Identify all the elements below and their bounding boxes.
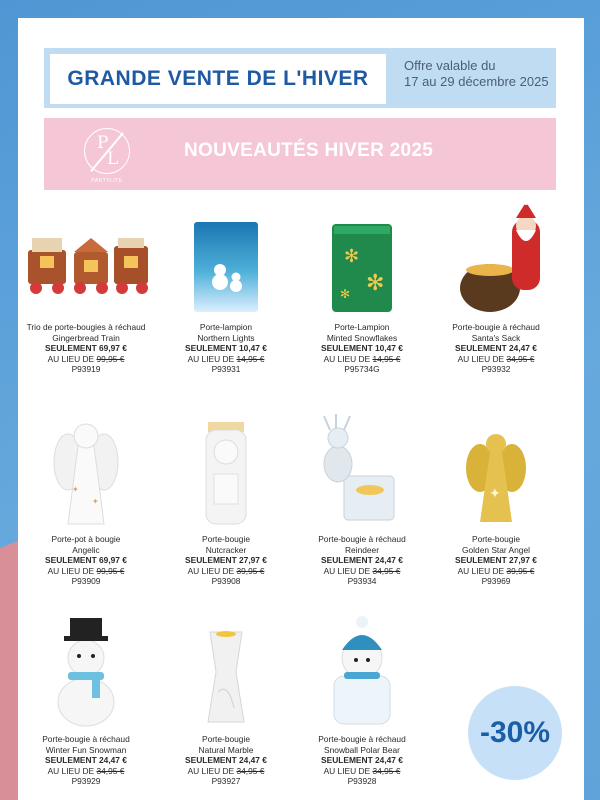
offer-line-1: Offre valable du	[404, 58, 496, 73]
was-prefix: AU LIEU DE	[323, 765, 371, 776]
product-name-line1: Porte-pot à bougie	[51, 534, 121, 544]
svg-text:✦: ✦	[92, 497, 99, 506]
svg-text:✦: ✦	[72, 485, 79, 494]
minted-snowflakes-image	[294, 200, 430, 318]
logo-letter-l: L	[107, 149, 119, 169]
product-was-price	[18, 766, 154, 777]
product-name-line1: Porte-Lampion	[334, 322, 390, 332]
nutcracker-image	[158, 412, 294, 530]
product-image	[294, 200, 430, 318]
product-name-line1: Porte-bougie à réchaud	[452, 322, 540, 332]
product-code: P95734G	[344, 364, 380, 375]
product-name-line1: Porte-bougie à réchaud	[42, 734, 130, 744]
discount-badge	[468, 686, 562, 780]
section-title: NOUVEAUTÉS HIVER 2025	[184, 140, 434, 161]
product-price: SEULEMENT 69,97 €	[45, 555, 127, 566]
was-amount: 34,95 €	[236, 765, 265, 776]
product-name-line1: Porte-bougie	[202, 534, 250, 544]
product-name-line1: Trio de porte-bougies à réchaud	[26, 322, 146, 332]
product-image	[294, 612, 430, 730]
marble-image	[158, 612, 294, 730]
product-image	[428, 200, 564, 318]
product-golden-star-angel[interactable]	[428, 412, 564, 587]
product-code: P93932	[481, 364, 511, 375]
was-prefix: AU LIEU DE	[47, 765, 95, 776]
product-image	[158, 200, 294, 318]
product-northern-lights[interactable]	[158, 200, 294, 375]
logo-caption: PARTYLITE	[91, 178, 123, 184]
product-image	[158, 412, 294, 530]
was-prefix: AU LIEU DE	[323, 353, 371, 364]
product-price: SEULEMENT 69,97 €	[45, 343, 127, 354]
product-name-line2: Santa's Sack	[471, 332, 521, 343]
product-code: P93909	[71, 576, 101, 587]
was-amount: 34,95 €	[372, 765, 401, 776]
new-arrivals-bar	[44, 118, 556, 190]
product-was-price	[428, 354, 564, 365]
was-prefix: AU LIEU DE	[187, 765, 235, 776]
product-was-price	[294, 766, 430, 777]
product-was-price	[428, 566, 564, 577]
product-image	[158, 612, 294, 730]
was-prefix: AU LIEU DE	[47, 353, 95, 364]
product-minted-snowflakes[interactable]	[294, 200, 430, 375]
flyer-sheet	[18, 18, 584, 800]
product-image	[428, 412, 564, 530]
product-code: P93931	[211, 364, 241, 375]
product-natural-marble[interactable]	[158, 612, 294, 787]
svg-text:✻: ✻	[366, 270, 385, 295]
product-code: P93929	[71, 776, 101, 787]
was-amount: 34,95 €	[506, 353, 535, 364]
product-was-price	[18, 566, 154, 577]
product-code: P93927	[211, 776, 241, 787]
product-name-line1: Porte-bougie	[472, 534, 520, 544]
product-code: P93934	[347, 576, 377, 587]
was-amount: 39,95 €	[236, 565, 265, 576]
angelic-image	[18, 412, 154, 530]
was-amount: 34,95 €	[96, 765, 125, 776]
northern-lights-image	[158, 200, 294, 318]
santas-sack-image	[428, 200, 564, 318]
product-santas-sack[interactable]	[428, 200, 564, 375]
product-price: SEULEMENT 24,47 €	[321, 555, 403, 566]
product-name-line1: Porte-bougie à réchaud	[318, 734, 406, 744]
was-amount: 34,95 €	[372, 565, 401, 576]
sale-title: GRANDE VENTE DE L'HIVER	[67, 67, 369, 90]
product-winter-fun-snowman[interactable]	[18, 612, 154, 787]
offer-line-2: 17 au 29 décembre 2025	[404, 74, 549, 89]
product-angelic[interactable]	[18, 412, 154, 587]
was-prefix: AU LIEU DE	[457, 565, 505, 576]
was-amount: 99,95 €	[96, 353, 125, 364]
product-price: SEULEMENT 10,47 €	[321, 343, 403, 354]
product-price: SEULEMENT 10,47 €	[185, 343, 267, 354]
product-was-price	[294, 566, 430, 577]
was-prefix: AU LIEU DE	[457, 353, 505, 364]
snowman-image	[18, 612, 154, 730]
product-name-line2: Minted Snowflakes	[326, 332, 398, 343]
product-was-price	[158, 766, 294, 777]
product-was-price	[18, 354, 154, 365]
logo-letter-p: P	[97, 133, 109, 153]
product-name-line2: Reindeer	[345, 544, 379, 555]
product-price: SEULEMENT 24,47 €	[45, 755, 127, 766]
offer-dates	[404, 58, 554, 90]
product-code: P93919	[71, 364, 101, 375]
product-was-price	[158, 354, 294, 365]
sale-banner	[44, 48, 556, 108]
svg-text:✻: ✻	[344, 246, 360, 266]
sale-title-box	[50, 54, 386, 104]
was-prefix: AU LIEU DE	[187, 353, 235, 364]
discount-text: -30%	[479, 716, 551, 749]
reindeer-image	[294, 412, 430, 530]
product-code: P93969	[481, 576, 511, 587]
svg-text:✻: ✻	[340, 287, 351, 301]
product-name-line2: Natural Marble	[198, 744, 254, 755]
product-name-line1: Porte-lampion	[199, 322, 253, 332]
product-reindeer[interactable]	[294, 412, 430, 587]
product-nutcracker[interactable]	[158, 412, 294, 587]
product-name-line2: Winter Fun Snowman	[45, 744, 127, 755]
product-name-line2: Nutcracker	[205, 544, 247, 555]
was-amount: 14,95 €	[236, 353, 265, 364]
product-price: SEULEMENT 27,97 €	[185, 555, 267, 566]
polar-bear-image	[294, 612, 430, 730]
product-name-line2: Northern Lights	[197, 332, 255, 343]
partylite-logo	[84, 128, 130, 174]
product-was-price	[158, 566, 294, 577]
product-name-line2: Angelic	[72, 544, 100, 555]
was-amount: 14,95 €	[372, 353, 401, 364]
product-name-line2: Gingerbread Train	[52, 332, 120, 343]
product-gingerbread-train[interactable]	[18, 200, 154, 375]
product-code: P93908	[211, 576, 241, 587]
product-price: SEULEMENT 24,47 €	[185, 755, 267, 766]
product-image	[294, 412, 430, 530]
was-prefix: AU LIEU DE	[187, 565, 235, 576]
product-image	[18, 412, 154, 530]
product-price: SEULEMENT 27,97 €	[455, 555, 537, 566]
was-prefix: AU LIEU DE	[47, 565, 95, 576]
product-image	[18, 612, 154, 730]
product-code: P93928	[347, 776, 377, 787]
product-snowball-polar-bear[interactable]	[294, 612, 430, 787]
product-price: SEULEMENT 24,47 €	[321, 755, 403, 766]
product-name-line1: Porte-bougie à réchaud	[318, 534, 406, 544]
product-name-line1: Porte-bougie	[202, 734, 250, 744]
was-prefix: AU LIEU DE	[323, 565, 371, 576]
product-price: SEULEMENT 24,47 €	[455, 343, 537, 354]
product-was-price	[294, 354, 430, 365]
was-amount: 99,95 €	[96, 565, 125, 576]
golden-angel-image	[428, 412, 564, 530]
product-name-line2: Snowball Polar Bear	[324, 744, 400, 755]
svg-text:✦: ✦	[489, 485, 501, 501]
product-name-line2: Golden Star Angel	[462, 544, 530, 555]
gingerbread-train-image	[18, 200, 154, 318]
was-amount: 39,95 €	[506, 565, 535, 576]
product-image	[18, 200, 154, 318]
